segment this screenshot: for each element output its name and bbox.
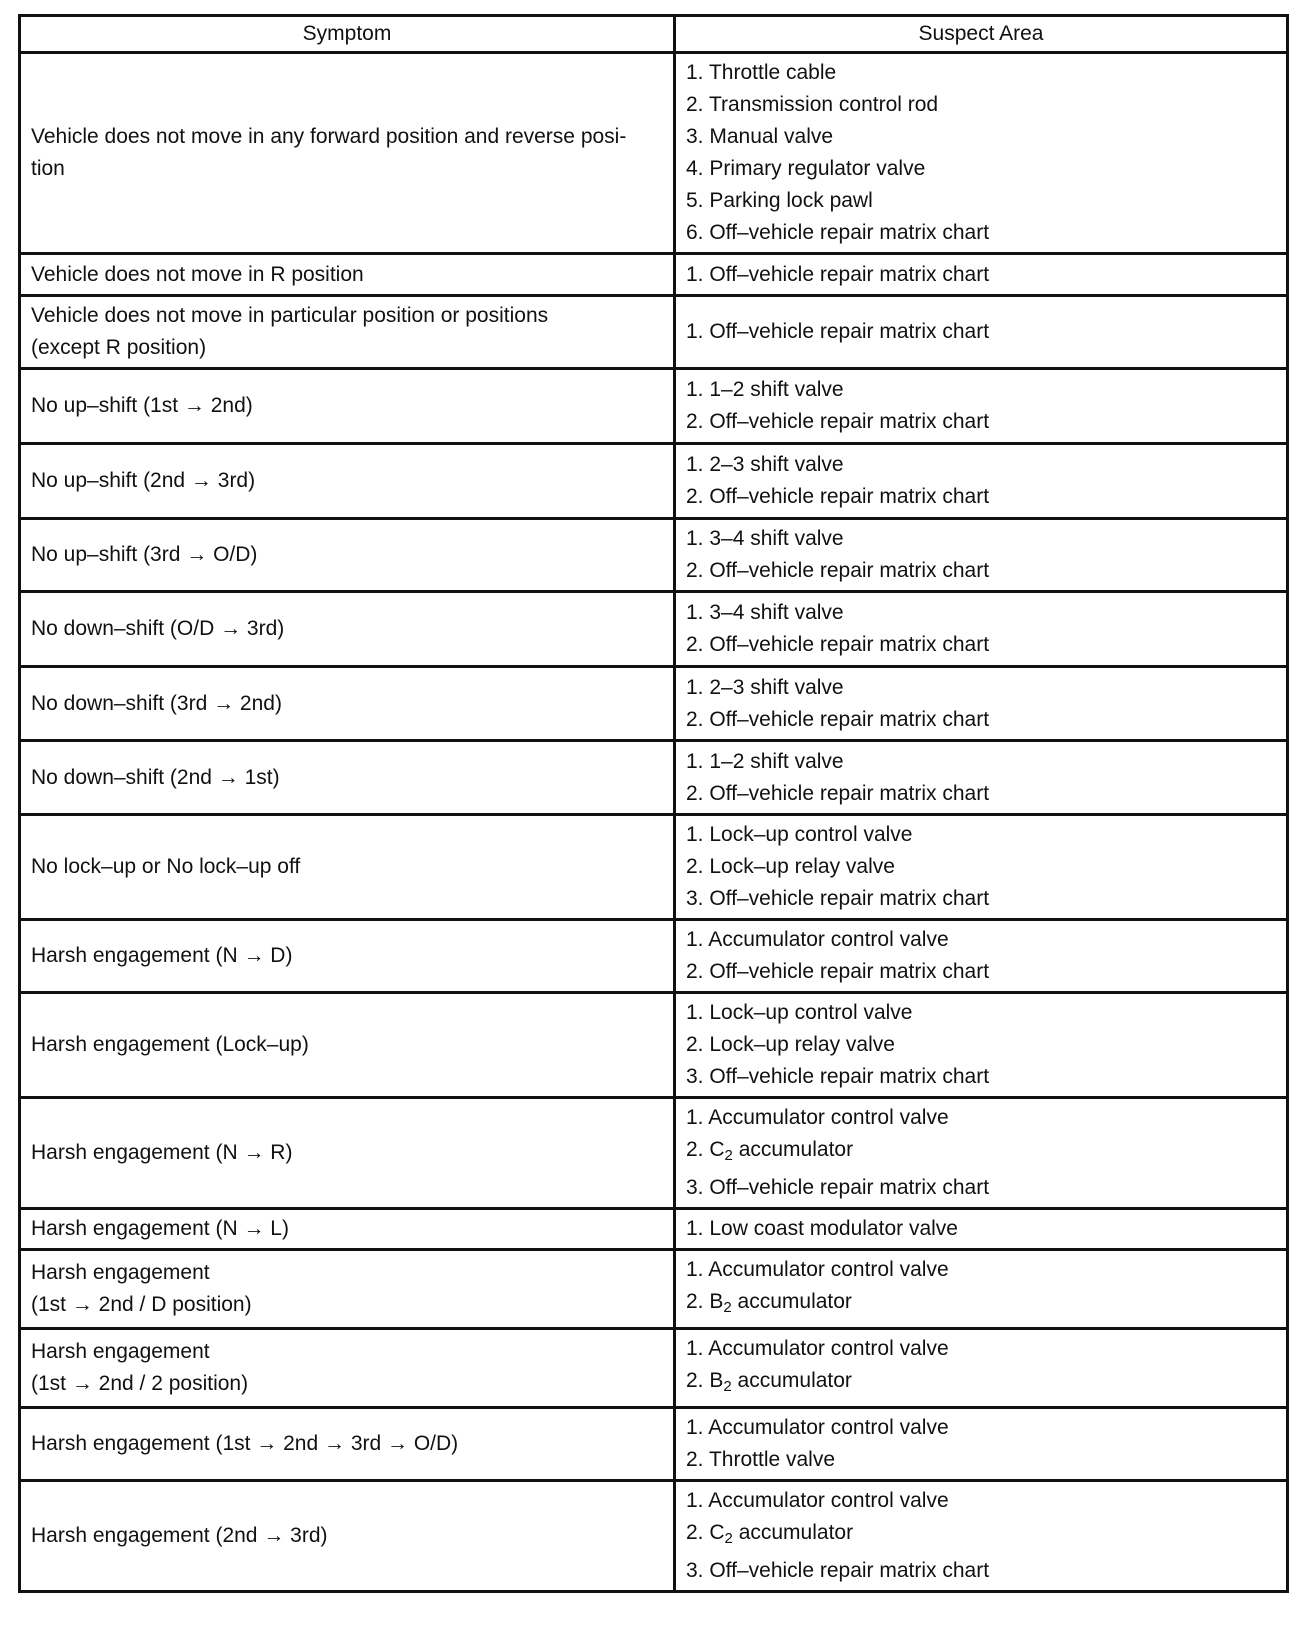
suspect-area-item: 1. 1–2 shift valve <box>686 749 844 773</box>
symptom-text: Harsh engagement (2nd → 3rd) <box>31 1524 328 1547</box>
symptom-cell <box>20 741 675 815</box>
suspect-area-cell <box>675 592 1288 667</box>
suspect-area-item: 1. 1–2 shift valve <box>686 378 844 401</box>
subscript-text: 2 <box>723 1299 732 1316</box>
table-row <box>20 667 1288 741</box>
suspect-area-item: 1. Accumulator control valve <box>686 1258 949 1281</box>
suspect-area-item: 1. 2–3 shift valve <box>686 675 844 699</box>
symptom-text: Harsh engagement (Lock–up) <box>31 1033 309 1056</box>
suspect-area-item: 1. Off–vehicle repair matrix chart <box>686 320 990 343</box>
symptom-text: Harsh engagement (N → R) <box>31 1141 293 1164</box>
suspect-area-cell <box>675 741 1288 815</box>
symptom-text: (1st → 2nd / D position) <box>31 1293 252 1316</box>
suspect-area-cell <box>675 815 1288 920</box>
symptom-cell <box>20 53 675 254</box>
symptom-cell <box>20 1481 675 1592</box>
suspect-area-item: 1. Accumulator control valve <box>686 1416 949 1439</box>
symptom-text: No down–shift (3rd → 2nd) <box>31 691 282 715</box>
suspect-area-item: 3. Off–vehicle repair matrix chart <box>686 1065 990 1088</box>
table-row <box>20 815 1288 920</box>
table-body <box>20 53 1288 1592</box>
symptom-text: Harsh engagement (N → D) <box>31 944 293 967</box>
symptom-text: Vehicle does not move in particular position or positions <box>31 304 549 327</box>
symptom-cell <box>20 1209 675 1250</box>
table-header <box>20 16 1288 53</box>
symptom-cell <box>20 920 675 993</box>
table-row <box>20 1209 1288 1250</box>
suspect-area-item: 2. Off–vehicle repair matrix chart <box>686 410 990 433</box>
table-row <box>20 920 1288 993</box>
suspect-area-item: 2. Throttle valve <box>686 1448 836 1471</box>
suspect-area-cell <box>675 1098 1288 1209</box>
suspect-area-item: 1. Accumulator control valve <box>686 1337 949 1360</box>
suspect-area-item: 2. Lock–up relay valve <box>686 855 895 878</box>
subscript-text: 2 <box>724 1147 733 1164</box>
symptom-text: No up–shift (3rd → O/D) <box>31 543 258 566</box>
table-row <box>20 444 1288 519</box>
suspect-area-cell <box>675 1329 1288 1408</box>
suspect-area-cell <box>675 1481 1288 1592</box>
suspect-area-item: 2. $B_2$ accumulator <box>686 1290 852 1316</box>
suspect-area-item: 1. 3–4 shift valve <box>686 601 844 624</box>
table-row <box>20 1250 1288 1329</box>
suspect-area-item: 2. Off–vehicle repair matrix chart <box>686 781 990 805</box>
table-row <box>20 519 1288 592</box>
symptom-text: (except R position) <box>31 336 207 359</box>
suspect-area-cell <box>675 53 1288 254</box>
suspect-area-cell <box>675 920 1288 993</box>
symptom-cell <box>20 254 675 296</box>
symptom-text: Harsh engagement <box>31 1261 210 1284</box>
suspect-area-column-header: Suspect Area <box>675 16 1288 53</box>
suspect-area-item: 5. Parking lock pawl <box>686 189 873 212</box>
suspect-area-item: 6. Off–vehicle repair matrix chart <box>686 221 990 244</box>
suspect-area-cell <box>675 1209 1288 1250</box>
symptom-table <box>18 14 1289 1593</box>
suspect-area-cell <box>675 296 1288 369</box>
suspect-area-item: 3. Off–vehicle repair matrix chart <box>686 1176 990 1199</box>
symptom-cell <box>20 815 675 920</box>
suspect-area-item: 3. Manual valve <box>686 125 834 148</box>
suspect-area-item: 2. $B_2$ accumulator <box>686 1369 852 1395</box>
table-row <box>20 1329 1288 1408</box>
table-row <box>20 1098 1288 1209</box>
suspect-area-cell <box>675 667 1288 741</box>
symptom-cell <box>20 1250 675 1329</box>
suspect-area-item: 1. 2–3 shift valve <box>686 453 844 476</box>
symptom-text: No lock–up or No lock–up off <box>31 855 301 878</box>
symptom-cell <box>20 1329 675 1408</box>
symptom-cell <box>20 296 675 369</box>
symptom-cell <box>20 592 675 667</box>
symptom-cell <box>20 1408 675 1481</box>
suspect-area-item: 2. Off–vehicle repair matrix chart <box>686 485 990 508</box>
table-row <box>20 53 1288 254</box>
suspect-area-item: 1. Lock–up control valve <box>686 1001 913 1024</box>
suspect-area-item: 2. Off–vehicle repair matrix chart <box>686 633 990 656</box>
symptom-text: Vehicle does not move in any forward position and reverse posi- <box>31 125 627 148</box>
suspect-area-cell <box>675 1250 1288 1329</box>
suspect-area-item: 2. Lock–up relay valve <box>686 1033 895 1056</box>
symptom-cell <box>20 667 675 741</box>
suspect-area-item: 2. Off–vehicle repair matrix chart <box>686 707 990 731</box>
symptom-text: Harsh engagement (N → L) <box>31 1217 289 1240</box>
symptom-text: No up–shift (2nd → 3rd) <box>31 469 256 492</box>
suspect-area-cell <box>675 1408 1288 1481</box>
symptom-cell <box>20 444 675 519</box>
suspect-area-item: 1. Off–vehicle repair matrix chart <box>686 262 990 286</box>
suspect-area-item: 2. Off–vehicle repair matrix chart <box>686 960 990 983</box>
table-row <box>20 1408 1288 1481</box>
suspect-area-item: 1. Accumulator control valve <box>686 928 949 951</box>
suspect-area-item: 1. Accumulator control valve <box>686 1489 949 1512</box>
suspect-area-item: 3. Off–vehicle repair matrix chart <box>686 1559 990 1582</box>
symptom-text: Harsh engagement (1st → 2nd → 3rd → O/D) <box>31 1432 459 1455</box>
suspect-area-item: 1. Accumulator control valve <box>686 1106 949 1129</box>
header-row <box>20 16 1288 53</box>
subscript-text: 2 <box>723 1378 732 1395</box>
symptom-cell <box>20 519 675 592</box>
suspect-area-cell <box>675 369 1288 444</box>
suspect-area-item: 2. $C_2$ accumulator <box>686 1521 854 1547</box>
table-row <box>20 993 1288 1098</box>
table-row <box>20 1481 1288 1592</box>
symptom-text: tion <box>31 157 65 180</box>
suspect-area-cell <box>675 444 1288 519</box>
table-row <box>20 741 1288 815</box>
table-row <box>20 254 1288 296</box>
symptom-text: No down–shift (O/D → 3rd) <box>31 617 285 640</box>
suspect-area-cell <box>675 993 1288 1098</box>
suspect-area-item: 4. Primary regulator valve <box>686 157 926 180</box>
suspect-area-item: 1. 3–4 shift valve <box>686 527 844 550</box>
symptom-column-header: Symptom <box>20 16 675 53</box>
symptom-text: Vehicle does not move in R position <box>31 262 364 286</box>
suspect-area-item: 2. Transmission control rod <box>686 93 939 116</box>
symptom-text: No down–shift (2nd → 1st) <box>31 765 280 789</box>
symptom-cell <box>20 993 675 1098</box>
table-row <box>20 592 1288 667</box>
suspect-area-cell <box>675 519 1288 592</box>
suspect-area-cell <box>675 254 1288 296</box>
symptom-text: Harsh engagement <box>31 1340 210 1363</box>
suspect-area-item: 1. Low coast modulator valve <box>686 1217 958 1240</box>
suspect-area-item: 1. Throttle cable <box>686 61 837 84</box>
table-row <box>20 296 1288 369</box>
symptom-cell <box>20 369 675 444</box>
suspect-area-item: 2. Off–vehicle repair matrix chart <box>686 559 990 582</box>
symptom-cell <box>20 1098 675 1209</box>
suspect-area-item: 3. Off–vehicle repair matrix chart <box>686 887 990 910</box>
symptom-text: (1st → 2nd / 2 position) <box>31 1372 249 1395</box>
subscript-text: 2 <box>724 1530 733 1547</box>
symptom-text: No up–shift (1st → 2nd) <box>31 394 253 417</box>
table-row <box>20 369 1288 444</box>
suspect-area-item: 2. $C_2$ accumulator <box>686 1138 854 1164</box>
suspect-area-item: 1. Lock–up control valve <box>686 823 913 846</box>
